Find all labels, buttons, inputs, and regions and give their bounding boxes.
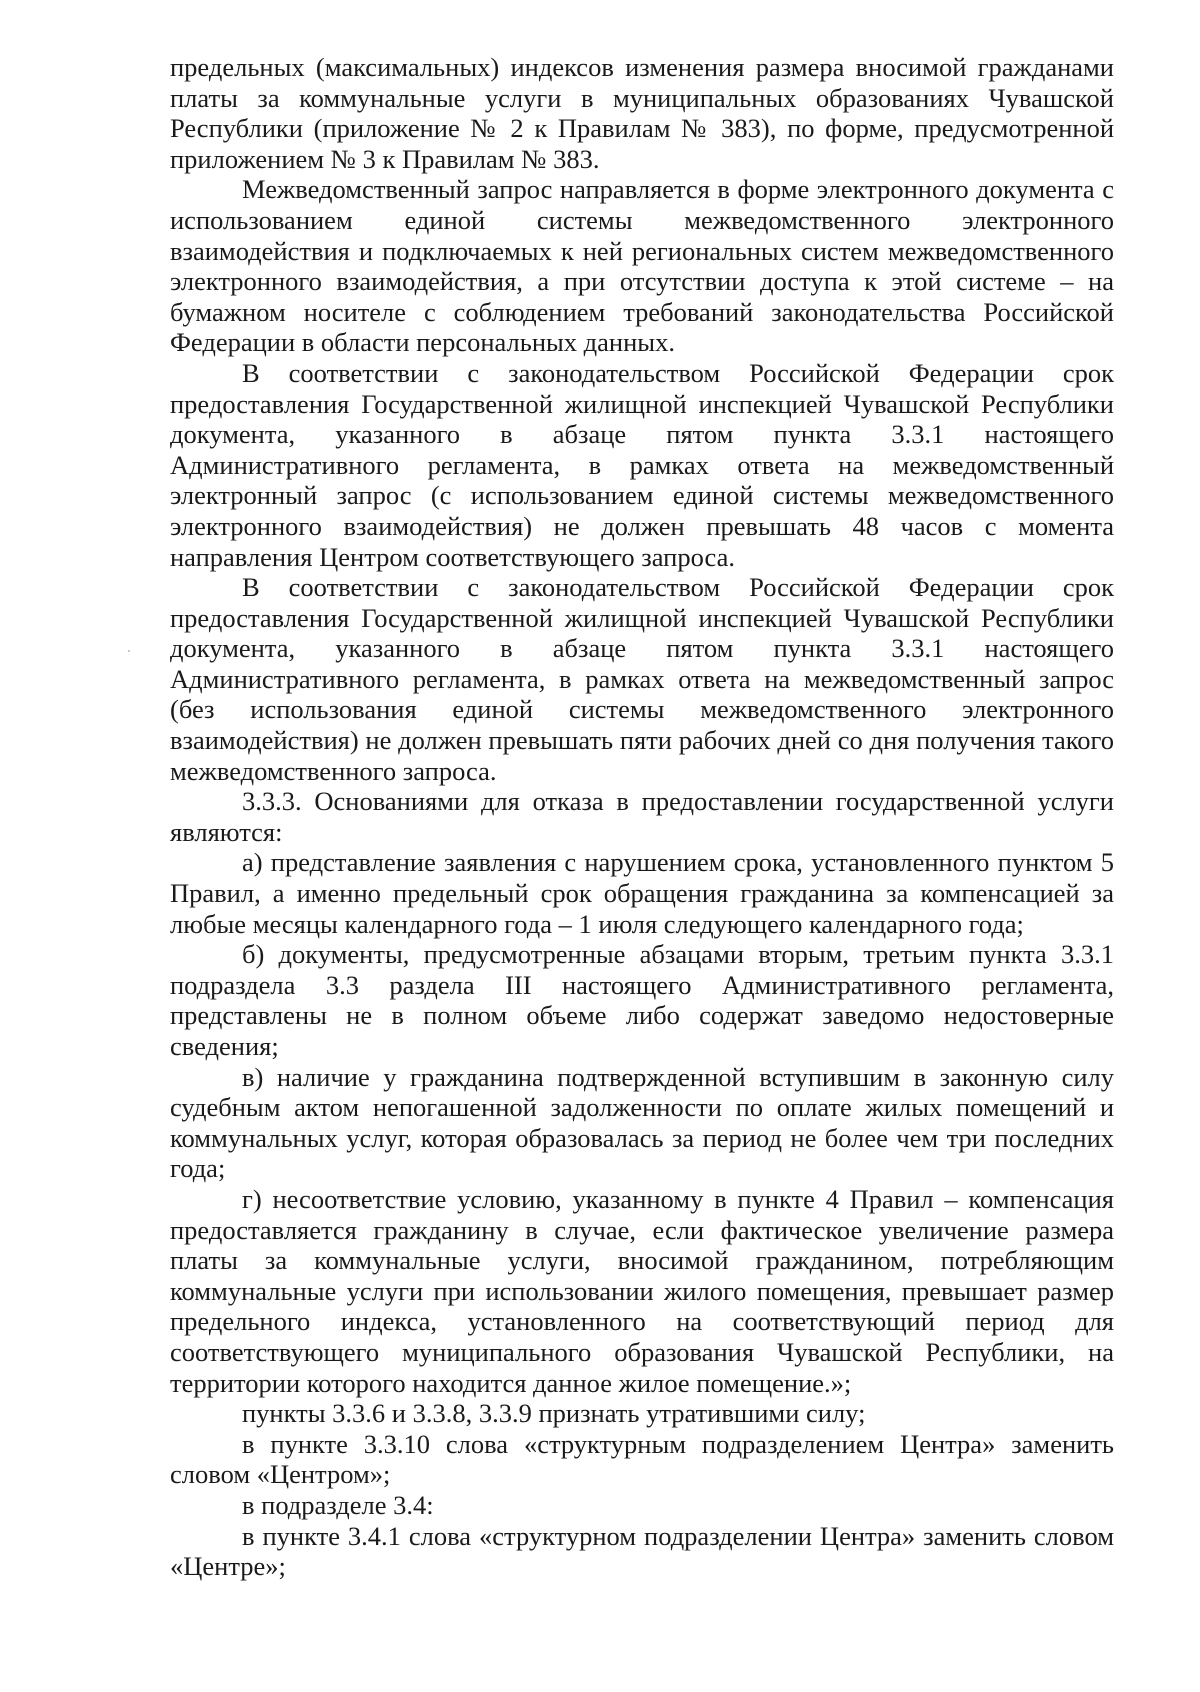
paragraph-continuation: предельных (максимальных) индексов изменения размера вносимой гражданами платы за коммунальные услуги в муниципальных образованиях Чувашской Республики (приложение № 2 к Правилам № 383), по форме, предусмотренной приложением № 3 к Правилам № 383. — [170, 52, 1114, 174]
paragraph-amendment-3-4-1: в пункте 3.4.1 слова «структурном подразделении Центра» заменить словом «Центре»; — [170, 1520, 1114, 1582]
list-item-g: г) несоответствие условию, указанному в пункте 4 Правил – компенсация предоставляется гражданину в случае, если фактическое увеличение размера платы за коммунальные услуги, вносимой гражданином, потребляющим коммунальные услуги при использовании жилого помещения, превышает размер предельного индекса, установленного на соответствующий период для соответствующего муниципального образования Чувашской Республики, на территории которого находится данное жилое помещение.»; — [170, 1183, 1114, 1398]
paragraph-subsection-3-4: в подразделе 3.4: — [242, 1489, 434, 1520]
list-item-v: в) наличие у гражданина подтвержденной вступившим в законную силу судебным актом непогашенной задолженности по оплате жилых помещений и коммунальных услуг, которая образовалась за период не более чем три последних года; — [170, 1061, 1114, 1184]
paragraph-paper-request-deadline: В соответствии с законодательством Российской Федерации срок предоставления Государственной жилищной инспекцией Чувашской Республики документа, указанного в абзаце пятом пункта 3.3.1 настоящего Административного регламента, в рамках ответа на межведомственный запрос (без использования единой системы межведомственного электронного взаимодействия) не должен превышать пяти рабочих дней со дня получения такого межведомственного запроса. — [170, 572, 1114, 786]
paragraph-amendment-3-3-10: в пункте 3.3.10 слова «структурным подразделением Центра» заменить словом «Центром»; — [170, 1428, 1114, 1490]
list-item-b: б) документы, предусмотренные абзацами вторым, третьим пункта 3.3.1 подраздела 3.3 раздела III настоящего Административного регламента, представлены не в полном объеме либо содержат заведомо недостоверные сведения; — [170, 939, 1114, 1061]
scan-artifact — [128, 650, 130, 652]
paragraph-interagency-request-form: Межведомственный запрос направляется в форме электронного документа с использованием единой системы межведомственного электронного взаимодействия и подключаемых к ней региональных систем межведомственного электронного взаимодействия, а при отсутствии доступа к этой системе – на бумажном носителе с соблюдением требований законодательства Российской Федерации в области персональных данных. — [170, 174, 1114, 358]
paragraph-repealed-items: пункты 3.3.6 и 3.3.8, 3.3.9 признать утратившими силу; — [242, 1398, 866, 1429]
document-page — [170, 52, 1114, 1582]
paragraph-refusal-grounds: 3.3.3. Основаниями для отказа в предоставлении государственной услуги являются: — [170, 786, 1114, 847]
list-item-a: а) представление заявления с нарушением срока, установленного пунктом 5 Правил, а именно предельный срок обращения гражданина за компенсацией за любые месяцы календарного года – 1 июля следующего календарного года; — [170, 847, 1114, 939]
paragraph-electronic-request-deadline: В соответствии с законодательством Российской Федерации срок предоставления Государственной жилищной инспекцией Чувашской Республики документа, указанного в абзаце пятом пункта 3.3.1 настоящего Административного регламента, в рамках ответа на межведомственный электронный запрос (с использованием единой системы межведомственного электронного взаимодействия) не должен превышать 48 часов с момента направления Центром соответствующего запроса. — [170, 357, 1114, 572]
